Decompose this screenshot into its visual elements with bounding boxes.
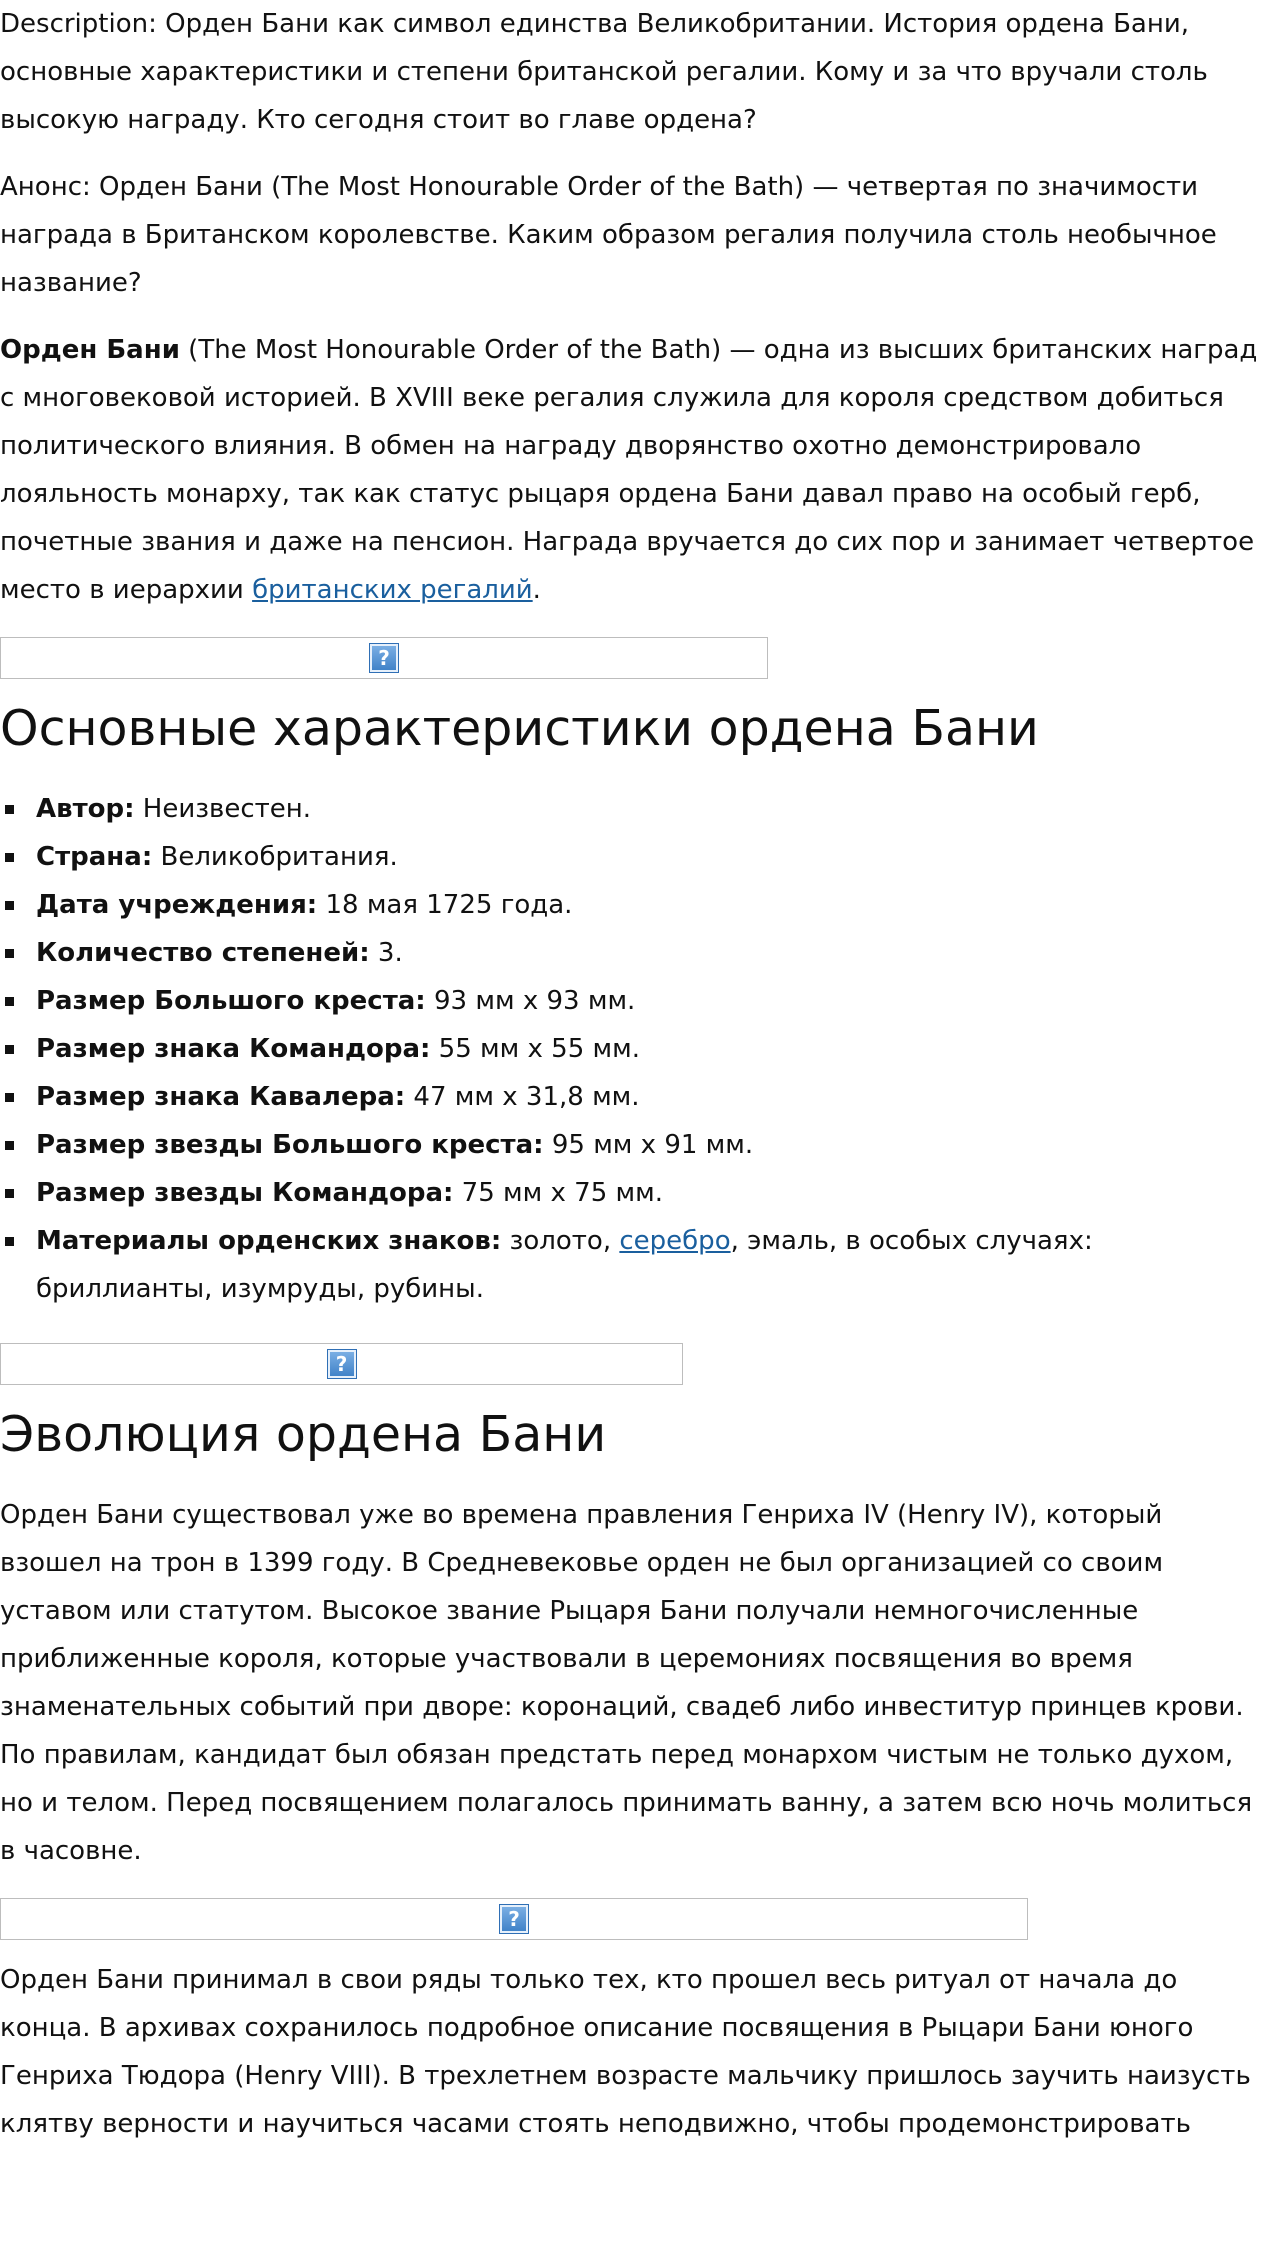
square-bullet-icon [5,1141,14,1150]
missing-image-icon: ? [499,1904,529,1934]
square-bullet-icon [5,1237,14,1246]
square-bullet-icon [5,1189,14,1198]
intro-text: (The Most Honourable Order of the Bath) — одна из высших британских наград с многовековой историей. В XVIII веке регалия служила для короля средством добиться политического влияния. В обмен на награду дворянство охотно демонстрировало лояльность монарху, так как статус рыцаря ордена Бани давал право на особый герб, почетные звания и даже на пенсион. Награда вручается до сих пор и занимает четвертое место в иерархии [0,335,1258,605]
spec-value: золото, [501,1226,620,1256]
description-text: Орден Бани как символ единства Великобритании. История ордена Бани, основные характеристики и степени британской регалии. Кому и за что вручали столь высокую награду. Кто сегодня стоит во главе ордена? [0,9,1208,135]
spec-label: Количество степеней: [36,938,370,968]
characteristics-list [0,785,1270,1313]
square-bullet-icon [5,1093,14,1102]
list-item [0,1073,1270,1121]
spec-value: 18 мая 1725 года. [317,890,573,920]
square-bullet-icon [5,901,14,910]
spec-value: 3. [369,938,403,968]
spec-value: Великобритания. [152,842,398,872]
description-paragraph [0,0,1270,144]
list-item [0,785,1270,833]
list-item [0,881,1270,929]
spec-label: Автор: [36,794,135,824]
list-item [0,977,1270,1025]
square-bullet-icon [5,805,14,814]
spec-label: Размер Большого креста: [36,986,426,1016]
intro-bold-title: Орден Бани [0,335,180,365]
missing-image-icon: ? [369,643,399,673]
spec-value: Неизвестен. [134,794,312,824]
list-item [0,1121,1270,1169]
broken-image-placeholder-3 [0,1898,1028,1940]
list-item [0,833,1270,881]
list-item-materials [0,1217,1270,1313]
section-heading-characteristics: Основные характеристики ордена Бани [0,700,1039,757]
spec-value: 75 мм х 75 мм. [453,1178,664,1208]
list-item [0,1025,1270,1073]
section-heading-evolution: Эволюция ордена Бани [0,1406,607,1463]
list-item [0,1169,1270,1217]
spec-label: Дата учреждения: [36,890,318,920]
square-bullet-icon [5,1045,14,1054]
list-item [0,929,1270,977]
silver-link[interactable]: серебро [619,1226,731,1256]
square-bullet-icon [5,949,14,958]
spec-label: Материалы орденских знаков: [36,1226,502,1256]
square-bullet-icon [5,853,14,862]
spec-label: Размер знака Кавалера: [36,1082,406,1112]
announce-text: Орден Бани (The Most Honourable Order of the Bath) — четвертая по значимости награда в Британском королевстве. Каким образом регалия получила столь необычное название? [0,172,1217,298]
missing-image-icon: ? [327,1349,357,1379]
evolution-paragraph-1: Орден Бани существовал уже во времена правления Генриха IV (Henry IV), который взошел на трон в 1399 году. В Средневековье орден не был организацией со своим уставом или статутом. Высокое звание Рыцаря Бани получали немногочисленные приближенные короля, которые участвовали в церемониях посвящения во время знаменательных событий при дворе: коронаций, свадеб либо инвеститур принцев крови. По правилам, кандидат был обязан предстать перед монархом чистым не только духом, но и телом. Перед посвящением полагалось принимать ванну, а затем всю ночь молиться в часовне. [0,1500,1253,1866]
spec-label: Размер знака Командора: [36,1034,431,1064]
announce-paragraph [0,163,1270,307]
spec-label: Размер звезды Большого креста: [36,1130,544,1160]
intro-text-end: . [532,575,541,605]
british-regalia-link[interactable]: британских регалий [252,575,533,605]
evolution-paragraph-2: Орден Бани принимал в свои ряды только тех, кто прошел весь ритуал от начала до конца. В архивах сохранилось подробное описание посвящения в Рыцари Бани юного Генриха Тюдора (Henry VIII). В трехлетнем возрасте мальчику пришлось заучить наизусть клятву верности и научиться часами стоять неподвижно, чтобы продемонстрировать [0,1965,1251,2139]
spec-value: 95 мм х 91 мм. [543,1130,754,1160]
announce-label: Анонс: [0,172,91,202]
spec-value-end: , эмаль, в особых случаях: бриллианты, изумруды, рубины. [36,1226,1093,1304]
broken-image-placeholder-2 [0,1343,683,1385]
description-label: Description: [0,9,157,39]
square-bullet-icon [5,997,14,1006]
spec-label: Размер звезды Командора: [36,1178,454,1208]
spec-value: 47 мм х 31,8 мм. [405,1082,640,1112]
broken-image-placeholder-1 [0,637,768,679]
spec-value: 55 мм х 55 мм. [430,1034,641,1064]
intro-paragraph [0,326,1270,614]
spec-label: Страна: [36,842,153,872]
spec-value: 93 мм х 93 мм. [425,986,636,1016]
